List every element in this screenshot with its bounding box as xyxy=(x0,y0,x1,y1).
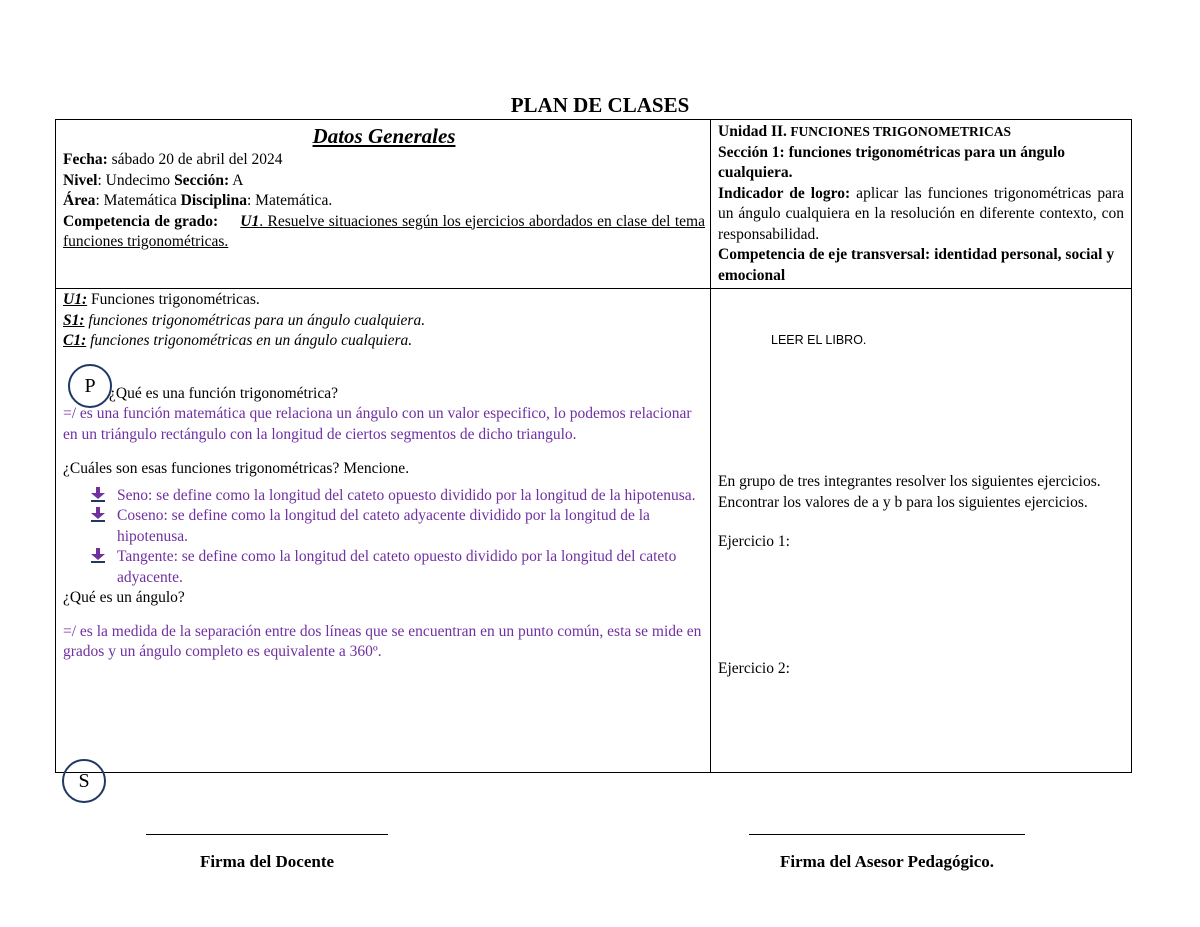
signature-line-docente xyxy=(146,834,388,835)
arrow-bullet-icon xyxy=(91,507,105,523)
indicador-text: aplicar las funciones trigonométricas para un ángulo cualquiera en la resolución en diferente contexto, con responsabilidad. xyxy=(718,184,1125,243)
bullet-text-seno: Seno: se define como la longitud del cateto opuesto dividido por la longitud de la hipotenusa. xyxy=(117,486,696,504)
table-border-top xyxy=(55,119,1132,120)
question-1: ¿Qué es una función trigonométrica? xyxy=(109,384,338,402)
list-item xyxy=(117,506,703,547)
datos-generales-cell xyxy=(63,122,705,253)
bullet-text-coseno: Coseno: se define como la longitud del cateto adyacente dividido por la longitud de la hipotenusa. xyxy=(117,507,650,545)
page-title: PLAN DE CLASES xyxy=(510,93,690,117)
nivel-line xyxy=(63,171,705,192)
c1-label: C1: xyxy=(63,332,87,349)
firma-asesor-label: Firma del Asesor Pedagógico. xyxy=(779,852,995,871)
indicador-label: Indicador de logro: xyxy=(718,184,851,202)
table-row-divider xyxy=(55,288,1132,289)
question-3: ¿Qué es un ángulo? xyxy=(63,589,185,606)
functions-list xyxy=(63,486,703,589)
unidad-cell xyxy=(718,122,1124,286)
disciplina-value: : Matemática. xyxy=(246,192,333,209)
competencia-eje: Competencia de eje transversal: identidad personal, social y emocional xyxy=(718,246,1115,284)
fecha-label: Fecha: xyxy=(63,151,108,168)
grupo-text: En grupo de tres integrantes resolver los siguientes ejercicios. xyxy=(718,473,1101,490)
fecha-value: sábado 20 de abril del 2024 xyxy=(107,151,283,168)
table-border-right xyxy=(1131,119,1132,773)
s-marker-circle xyxy=(62,759,106,803)
nivel-label: Nivel xyxy=(63,171,98,189)
u1-text: Funciones trigonométricas. xyxy=(87,291,260,308)
unidad-line xyxy=(718,122,1124,143)
indicador-line xyxy=(718,184,1124,246)
ejercicio-2-label: Ejercicio 2: xyxy=(718,659,790,677)
firma-docente-label: Firma del Docente xyxy=(199,852,335,871)
unidad-label: Unidad II. xyxy=(718,123,787,140)
fecha-line xyxy=(63,150,705,171)
s1-line xyxy=(63,311,703,332)
datos-generales-heading: Datos Generales xyxy=(312,124,456,148)
arrow-bullet-icon xyxy=(91,548,105,564)
unidad-seccion: Sección 1: funciones trigonométricas para un ángulo cualquiera. xyxy=(718,143,1066,181)
answer-1: =/ es una función matemática que relaciona un ángulo con un valor especifico, lo podemos relacionar en un triángulo rectángulo con la longitud de ciertos segmentos de dicho triangulo. xyxy=(63,405,692,443)
content-cell xyxy=(63,290,703,663)
bullet-text-tangente: Tangente: se define como la longitud del cateto opuesto dividido por la longitud del cateto adyacente. xyxy=(117,548,677,586)
s1-text: funciones trigonométricas para un ángulo cualquiera. xyxy=(84,311,426,329)
signature-line-asesor xyxy=(749,834,1025,835)
c1-text: funciones trigonométricas en un ángulo cualquiera. xyxy=(86,332,413,349)
competencia-text: . Resuelve situaciones según los ejercicios abordados en clase del tema funciones trigonométricas. xyxy=(63,212,705,250)
answer-3: =/ es la medida de la separación entre dos líneas que se encuentran en un punto común, esta se mide en grados y un ángulo completo es equivalente a 360º. xyxy=(63,622,702,660)
competencia-code: U1 xyxy=(240,212,260,230)
seccion-label: Sección: xyxy=(174,171,230,189)
disciplina-label: Disciplina xyxy=(180,192,247,209)
u1-line xyxy=(63,290,703,311)
unidad-value: FUNCIONES TRIGONOMETRICAS xyxy=(786,124,1011,139)
ejercicio-1-label: Ejercicio 1: xyxy=(718,533,790,550)
table-border-bottom xyxy=(55,772,1132,773)
activities-cell xyxy=(718,472,1124,679)
nivel-value: : Undecimo xyxy=(97,171,175,189)
list-item xyxy=(117,486,703,507)
leer-libro-text: LEER EL LIBRO. xyxy=(771,333,867,347)
list-item xyxy=(117,547,703,588)
p-marker-circle xyxy=(68,364,112,408)
c1-line xyxy=(63,331,703,352)
competencia-line xyxy=(63,212,705,253)
area-line xyxy=(63,191,705,212)
encontrar-text: Encontrar los valores de a y b para los siguientes ejercicios. xyxy=(718,493,1088,511)
s-marker: S xyxy=(78,769,90,792)
competencia-label: Competencia de grado: xyxy=(63,212,219,230)
seccion-value: A xyxy=(229,171,244,189)
p-marker: P xyxy=(84,374,96,397)
question-2: ¿Cuáles son esas funciones trigonométricas? Mencione. xyxy=(63,460,410,477)
arrow-bullet-icon xyxy=(91,487,105,503)
area-label: Área xyxy=(63,192,96,209)
table-column-divider xyxy=(710,119,711,773)
table-border-left xyxy=(55,119,56,773)
area-value: : Matemática xyxy=(95,192,181,209)
s1-label: S1: xyxy=(63,311,85,329)
u1-label: U1: xyxy=(63,291,88,308)
plan-table xyxy=(55,119,1132,773)
